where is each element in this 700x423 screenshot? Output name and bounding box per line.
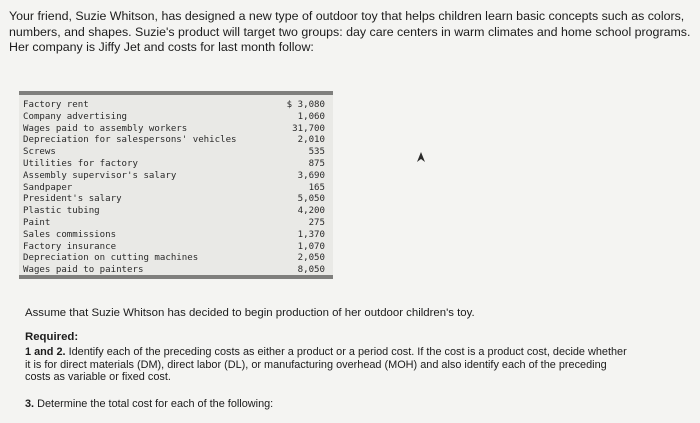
cost-label: Utilities for factory	[23, 159, 138, 169]
cost-table	[19, 91, 333, 279]
requirement-number: 3.	[25, 398, 35, 410]
assumption-text: Assume that Suzie Whitson has decided to begin production of her outdoor children's toy.	[25, 307, 475, 319]
mouse-cursor-icon	[416, 151, 426, 163]
cost-amount: 4,200	[297, 206, 325, 217]
requirement-text: Identify each of the preceding costs as either a product or a period cost. If the cost is a product cost, decide whether	[65, 346, 627, 358]
cost-label: Factory insurance	[23, 241, 117, 252]
cost-row	[19, 146, 333, 158]
cost-amount: 8,050	[297, 265, 325, 276]
cost-amount: 275	[308, 218, 325, 228]
cost-row	[19, 264, 333, 276]
cost-label: Screws	[23, 147, 56, 158]
required-heading: Required:	[25, 331, 79, 343]
cost-amount: 1,060	[297, 111, 325, 122]
cost-label: Company advertising	[23, 111, 128, 122]
cost-row	[19, 158, 333, 170]
cost-label: Wages paid to assembly workers	[23, 123, 188, 134]
cost-label: Sandpaper	[23, 182, 73, 193]
cost-amount: 5,050	[297, 194, 325, 205]
cost-amount: 2,050	[297, 253, 325, 264]
cost-label: Depreciation on cutting machines	[23, 253, 199, 264]
cost-row	[19, 252, 333, 264]
cost-row	[19, 229, 333, 241]
cost-amount: 3,690	[297, 170, 325, 181]
cost-label: President's salary	[23, 194, 122, 205]
cost-row	[19, 99, 333, 111]
cost-amount: 1,370	[297, 229, 325, 240]
cost-amount: 165	[308, 182, 325, 193]
cost-label: Plastic tubing	[23, 206, 100, 217]
cost-row	[19, 123, 333, 135]
intro-line: Her company is Jiffy Jet and costs for last month follow:	[9, 40, 314, 54]
cost-label: Sales commissions	[23, 229, 117, 240]
problem-intro	[9, 9, 697, 56]
cost-label: Depreciation for salespersons' vehicles	[23, 135, 237, 146]
cost-label: Factory rent	[23, 100, 89, 110]
cost-row	[19, 182, 333, 194]
cost-row	[19, 134, 333, 146]
cost-amount: 535	[308, 147, 325, 158]
cost-amount: 1,070	[297, 241, 325, 252]
cost-row	[19, 241, 333, 253]
cost-amount: 2,010	[297, 135, 325, 146]
requirement-1-2	[25, 346, 685, 384]
cost-label: Wages paid to painters	[23, 265, 144, 276]
cost-label: Assembly supervisor's salary	[23, 170, 177, 181]
intro-line: Your friend, Suzie Whitson, has designed a new type of outdoor toy that helps children learn basic concepts such as colors,	[9, 9, 685, 23]
cost-row	[19, 170, 333, 182]
requirement-line: it is for direct materials (DM), direct labor (DL), or manufacturing overhead (MOH) and also identify each of the preceding	[25, 358, 607, 371]
intro-line: numbers, and shapes. Suzie's product will target two groups: day care centers in warm climates and home school programs.	[9, 24, 691, 39]
cost-label: Paint	[23, 218, 51, 228]
cost-row	[19, 111, 333, 123]
requirement-line	[25, 346, 685, 359]
requirement-3	[25, 398, 273, 410]
cost-row	[19, 193, 333, 205]
cost-amount: 31,700	[292, 123, 325, 134]
requirement-line: costs as variable or fixed cost.	[25, 371, 171, 384]
cost-row	[19, 217, 333, 229]
requirement-number: 1 and 2.	[25, 346, 66, 358]
cost-amount: 875	[308, 159, 325, 169]
cost-amount: $ 3,080	[286, 100, 325, 110]
requirement-text: Determine the total cost for each of the following:	[34, 398, 274, 410]
cost-row	[19, 205, 333, 217]
